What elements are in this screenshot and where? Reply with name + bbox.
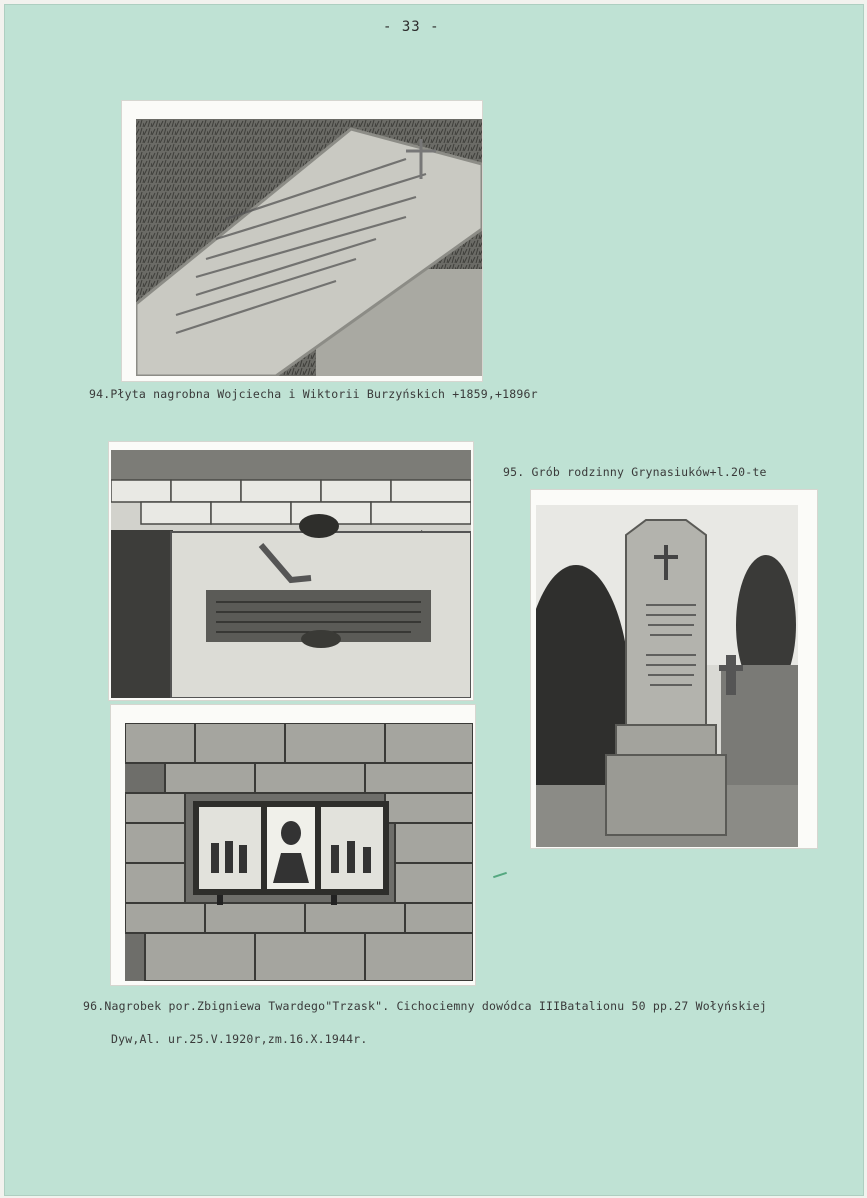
- album-page: [4, 4, 864, 1196]
- page-number: - 33 -: [383, 19, 440, 35]
- photo-96-tomb-image: [111, 450, 471, 698]
- photo-94-image: [136, 119, 482, 376]
- caption-96-line-1: 96.Nagrobek por.Zbigniewa Twardego"Trzask". Cichociemny dowódca IIIBatalionu 50 pp.27 Wołyńskiej: [83, 999, 767, 1013]
- photo-96-tomb-slab: [109, 442, 473, 700]
- caption-96-line-2: Dyw,Al. ur.25.V.1920r,zm.16.X.1944r.: [111, 1032, 368, 1046]
- photo-96-memorial-plaque: [111, 705, 475, 985]
- photo-95-image: [536, 505, 798, 847]
- photo-94-tombstone-slab: [122, 101, 482, 381]
- caption-95: 95. Grób rodzinny Grynasiuków+l.20-te: [503, 465, 767, 479]
- decorative-green-mark: [493, 872, 507, 878]
- caption-94: 94.Płyta nagrobna Wojciecha i Wiktorii Burzyńskich +1859,+1896r: [89, 387, 538, 401]
- photo-95-family-grave: [531, 490, 817, 848]
- photo-96-plaque-image: [125, 723, 473, 981]
